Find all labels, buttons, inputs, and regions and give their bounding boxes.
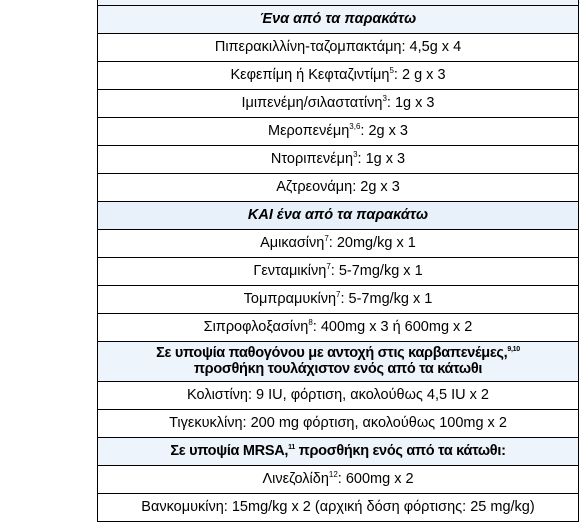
drug-dose-cell [98,118,579,146]
drug-name: Κεφεπίμη ή Κεφταζιντίμη [230,66,390,83]
table-row [98,410,579,438]
footnote-ref: 11 [288,443,295,451]
table-body [98,0,579,522]
drug-name: Τομπραμυκίνη [243,290,337,307]
section-header-text: Σε υποψία MRSA, [170,442,289,459]
section-header [98,202,579,230]
footnote-ref: 7 [326,261,331,271]
drug-dose-cell [98,146,579,174]
dose-text: : 1g x 3 [386,94,435,111]
section-header-text: Σε υποψία παθογόνου με αντοχή στις καρβαπενέμες, [156,344,508,361]
footnote-ref: 7 [324,233,329,243]
table-row [98,62,579,90]
drug-dose-cell [98,90,579,118]
dose-text: : 2g x 3 [360,122,408,139]
table-row [98,382,579,410]
drug-dose-text: Πιπερακιλλίνη-ταζομπακτάμη: 4,5g x 4 [214,38,462,55]
drug-name: Ιμιπενέμη/σιλαστατίνη [241,94,383,111]
table-row [98,286,579,314]
antibiotic-dosing-table [97,0,579,522]
footnote-ref: 12 [328,469,338,479]
footnote-ref: 7 [336,289,341,299]
drug-name: Μεροπενέμη [268,122,350,139]
table-row [98,90,579,118]
section-header-cell [98,6,579,34]
section-header-text: προσθήκη τουλάχιστον ενός από τα κάτωθι [193,360,483,377]
drug-name: Γενταμικίνη [253,262,327,279]
drug-dose-text: Βανκομυκίνη: 15mg/kg x 2 (αρχική δόση φόρτισης: 25 mg/kg) [141,498,535,515]
dose-text: : 2 g x 3 [393,66,446,83]
table-row [98,230,579,258]
drug-dose-cell [98,34,579,62]
footnote-ref: 8 [308,317,313,327]
section-header [98,6,579,34]
section-header-text: Ένα από τα παρακάτω [259,10,417,27]
table-row [98,174,579,202]
section-header-cell [98,202,579,230]
footnote-ref: 3 [353,149,358,159]
drug-dose-cell [98,494,579,522]
table-row [98,34,579,62]
dose-text: : 1g x 3 [357,150,406,167]
drug-name: Λινεζολίδη [262,470,329,487]
section-header-text: ΚΑΙ ένα από τα παρακάτω [247,206,429,223]
dose-text: : 5-7mg/kg x 1 [330,262,423,279]
section-header-cell [98,342,579,382]
drug-name: Αμικασίνη [260,234,325,251]
footnote-ref: 3 [382,93,387,103]
table-row [98,314,579,342]
drug-name: Σιπροφλοξασίνη [203,318,309,335]
footnote-ref: 3,6 [349,121,361,131]
drug-dose-cell [98,230,579,258]
section-header-cell [98,438,579,466]
footnote-ref: 5 [389,65,394,75]
drug-dose-cell [98,62,579,90]
dose-text: : 400mg x 3 ή 600mg x 2 [312,318,473,335]
drug-dose-cell [98,174,579,202]
table-row [98,466,579,494]
footnote-ref: 9,10 [507,345,520,353]
section-header [98,438,579,466]
drug-dose-cell [98,410,579,438]
table-row [98,494,579,522]
table-row [98,118,579,146]
section-header-text: προσθήκη ενός από τα κάτωθι: [294,442,506,459]
dose-text: : 20mg/kg x 1 [328,234,416,251]
table-row [98,258,579,286]
table-row [98,146,579,174]
drug-dose-text: Κολιστίνη: 9 IU, φόρτιση, ακολούθως 4,5 IU x 2 [187,386,489,403]
drug-dose-cell [98,258,579,286]
drug-dose-cell [98,314,579,342]
drug-dose-cell [98,382,579,410]
drug-dose-cell [98,286,579,314]
drug-name: Ντοριπενέμη [270,150,354,167]
drug-dose-text: Τιγεκυκλίνη: 200 mg φόρτιση, ακολούθως 100mg x 2 [169,414,507,431]
dose-text: : 5-7mg/kg x 1 [340,290,433,307]
dose-text: : 600mg x 2 [337,470,414,487]
drug-dose-cell [98,466,579,494]
drug-dose-text: Αζτρεονάμη: 2g x 3 [276,178,400,195]
section-header [98,342,579,382]
